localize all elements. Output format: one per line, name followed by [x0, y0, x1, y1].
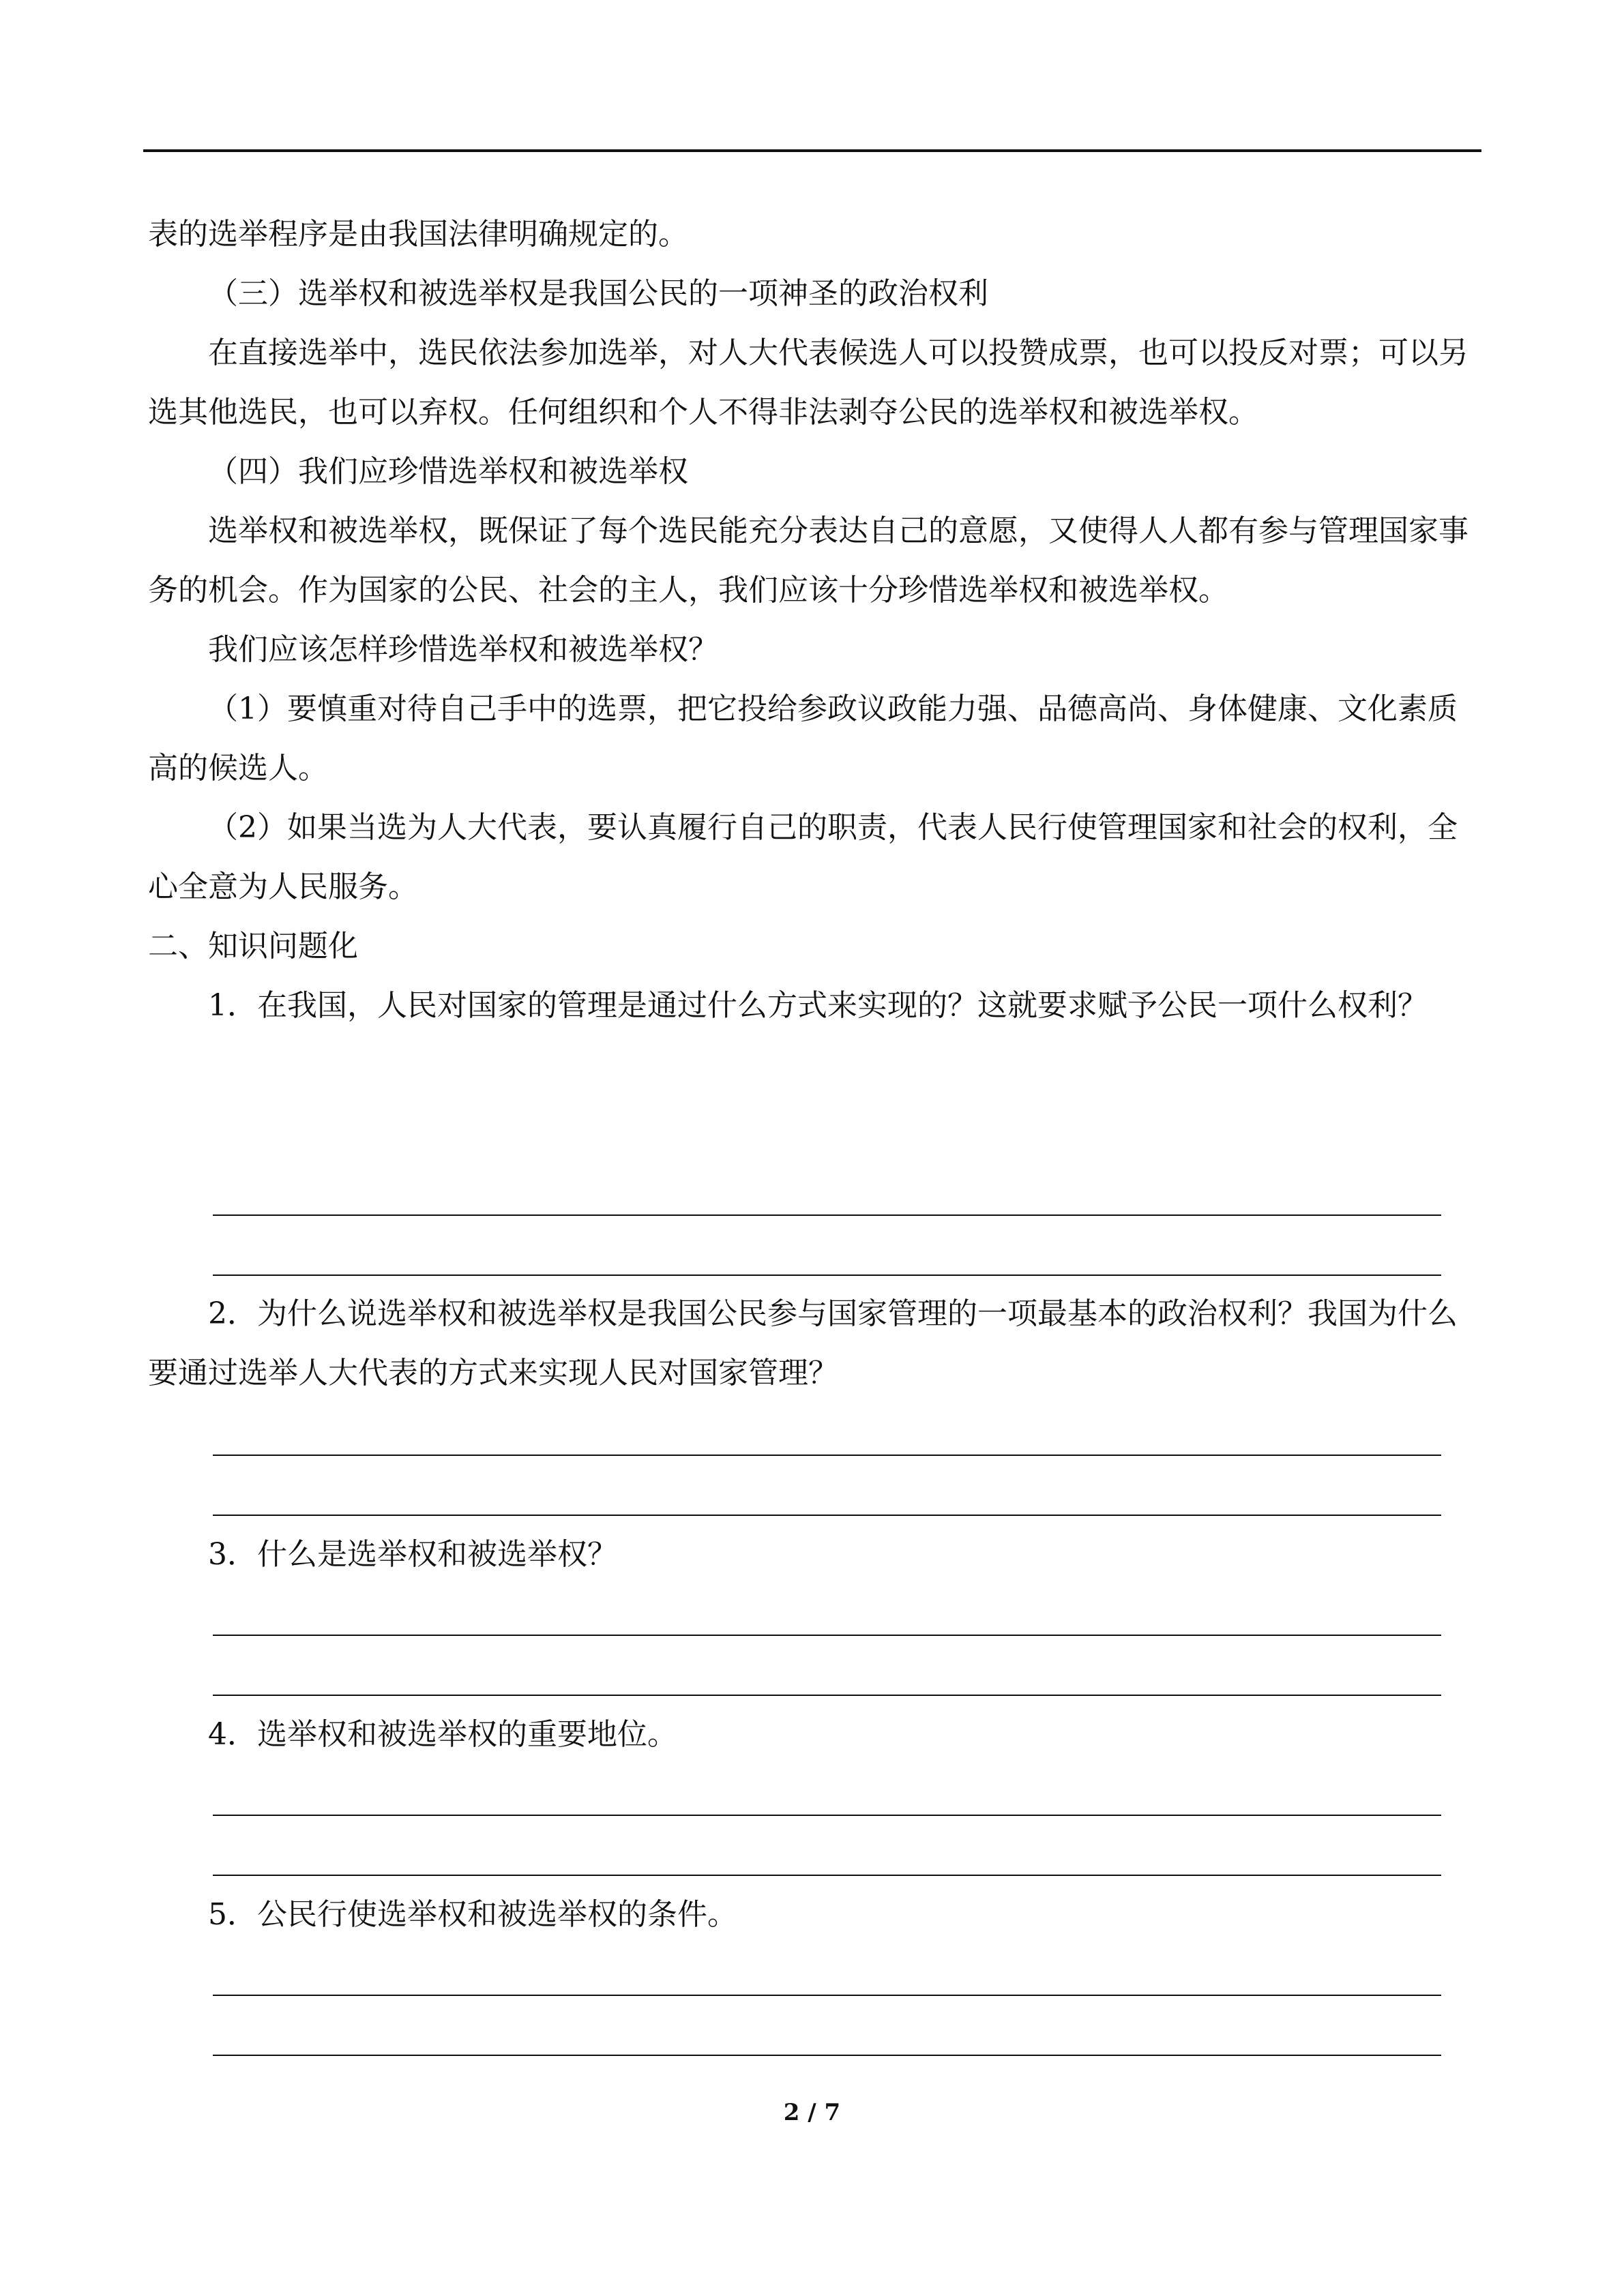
paragraph-point-1: （1）要慎重对待自己手中的选票，把它投给参政议政能力强、品德高尚、身体健康、文化素质高的候选人。 — [148, 691, 1458, 786]
page-number: 2 / 7 — [783, 2099, 841, 2126]
answer-line-q3-b[interactable] — [213, 1695, 1441, 1696]
answer-line-q1-a[interactable] — [213, 1214, 1441, 1216]
paragraph-continuation: 表的选举程序是由我国法律明确规定的。 — [148, 217, 688, 252]
question-4: 4．选举权和被选举权的重要地位。 — [208, 1717, 677, 1752]
paragraph-question: 我们应该怎样珍惜选举权和被选举权？ — [208, 632, 718, 667]
paragraph-value-of-rights: 选举权和被选举权，既保证了每个选民能充分表达自己的意愿，又使得人人都有参与管理国家事务的机会。作为国家的公民、社会的主人，我们应该十分珍惜选举权和被选举权。 — [148, 513, 1468, 608]
answer-line-q4-a[interactable] — [213, 1815, 1441, 1816]
paragraph-direct-election: 在直接选举中，选民依法参加选举，对人大代表候选人可以投赞成票，也可以投反对票；可以另选其他选民，也可以弃权。任何组织和个人不得非法剥夺公民的选举权和被选举权。 — [148, 336, 1468, 430]
question-1: 1．在我国，人民对国家的管理是通过什么方式来实现的？这就要求赋予公民一项什么权利？ — [208, 988, 1428, 1023]
answer-line-q5-a[interactable] — [213, 1995, 1441, 1996]
paragraph-point-2: （2）如果当选为人大代表，要认真履行自己的职责，代表人民行使管理国家和社会的权利，全心全意为人民服务。 — [148, 810, 1458, 904]
question-2: 2．为什么说选举权和被选举权是我国公民参与国家管理的一项最基本的政治权利？我国为什么要通过选举人大代表的方式来实现人民对国家管理？ — [148, 1296, 1458, 1390]
section-heading-three: （三）选举权和被选举权是我国公民的一项神圣的政治权利 — [208, 276, 988, 311]
answer-line-q3-a[interactable] — [213, 1635, 1441, 1636]
answer-line-q4-b[interactable] — [213, 1875, 1441, 1876]
question-3: 3．什么是选举权和被选举权？ — [208, 1537, 617, 1572]
question-2-block — [148, 1284, 1475, 1403]
header-rule — [143, 149, 1481, 152]
answer-line-q5-b[interactable] — [213, 2055, 1441, 2056]
answer-line-q2-a[interactable] — [213, 1455, 1441, 1456]
answer-line-q1-b[interactable] — [213, 1274, 1441, 1276]
section-heading-four: （四）我们应珍惜选举权和被选举权 — [208, 454, 688, 489]
answer-line-q2-b[interactable] — [213, 1515, 1441, 1516]
document-body — [148, 205, 1475, 1035]
section-heading-knowledge: 二、知识问题化 — [148, 929, 358, 964]
question-5: 5．公民行使选举权和被选举权的条件。 — [208, 1897, 737, 1932]
